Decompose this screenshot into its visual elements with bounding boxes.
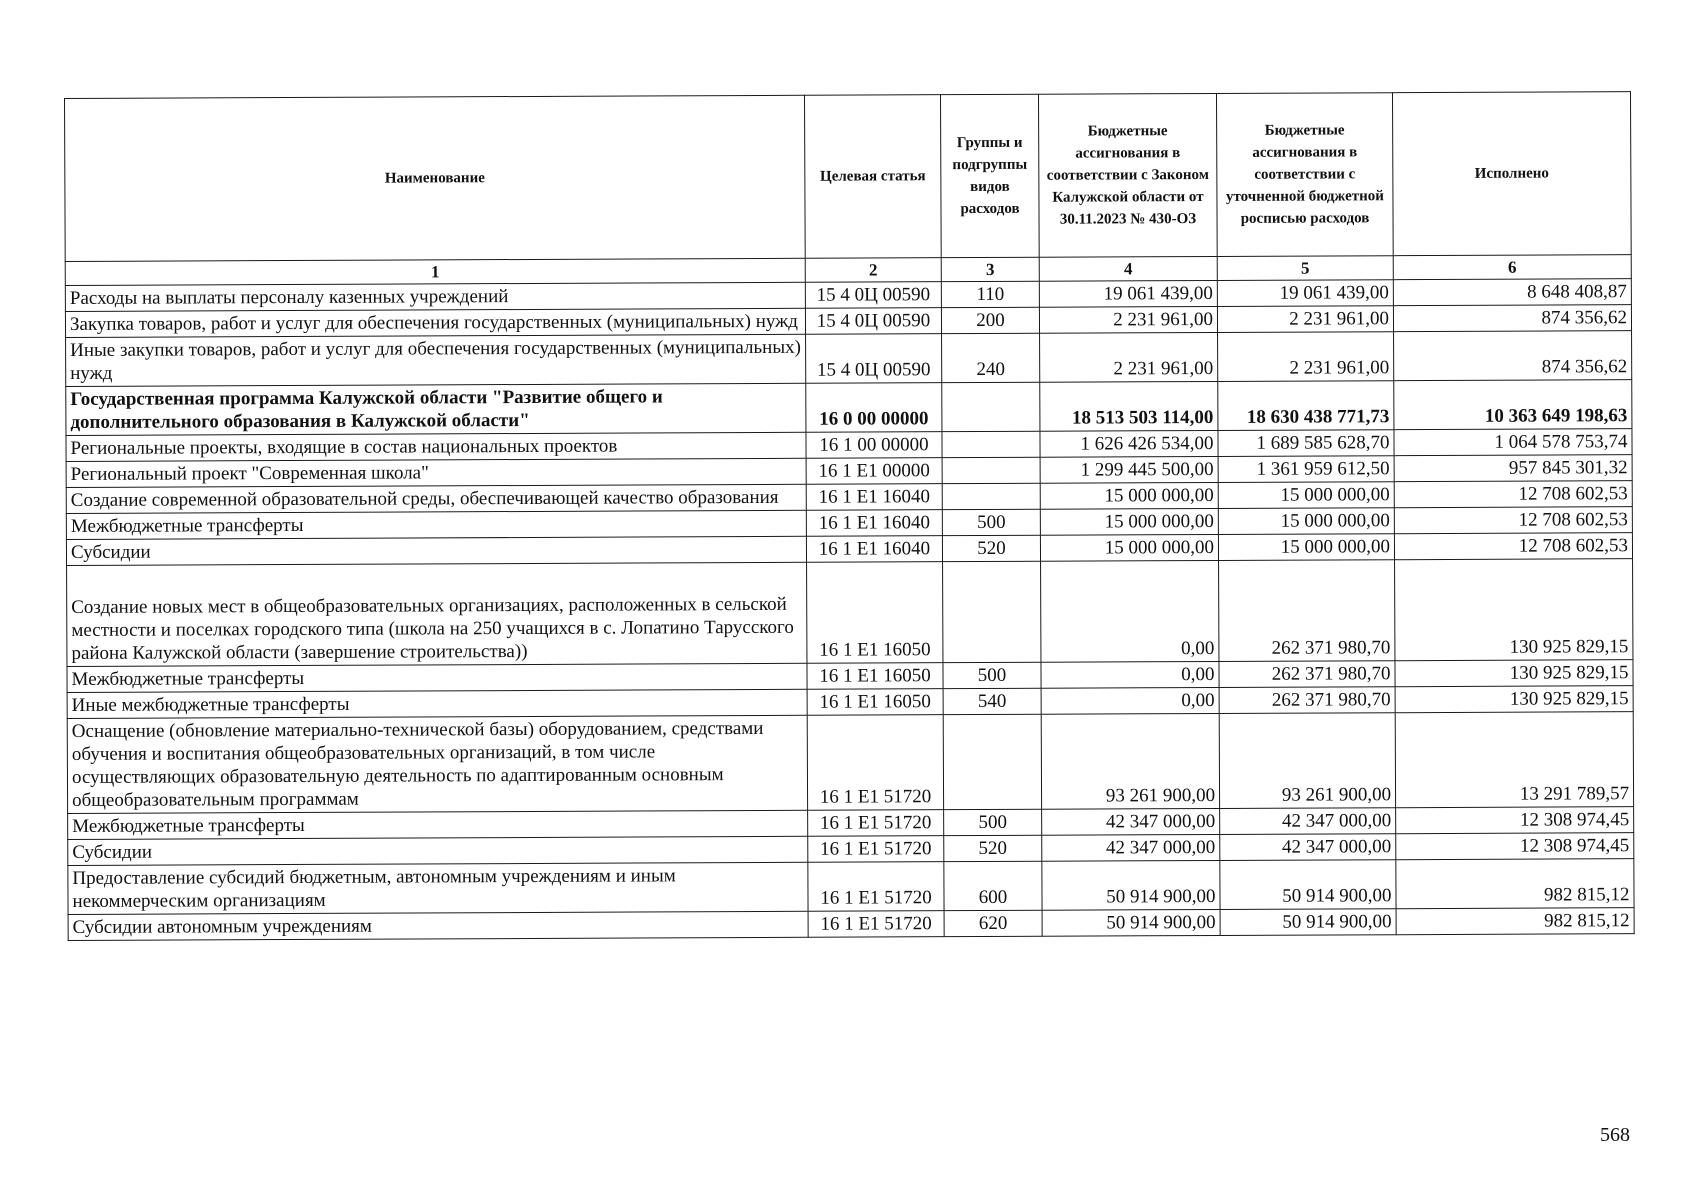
row-name: Субсидии [66,536,806,565]
row-executed-amount: 130 925 829,15 [1395,660,1633,687]
row-expense-group: 500 [944,809,1042,835]
row-revised-amount: 2 231 961,00 [1218,332,1394,382]
row-name: Субсидии автономным учреждениям [68,911,808,940]
row-expense-group [943,561,1041,662]
row-revised-amount: 50 914 900,00 [1220,909,1396,936]
table-row [66,331,1632,387]
row-revised-amount: 15 000 000,00 [1218,482,1394,509]
row-revised-amount: 15 000 000,00 [1218,534,1394,561]
row-target-article: 16 1 E1 51720 [808,836,944,863]
row-revised-amount: 2 231 961,00 [1217,306,1393,333]
row-name: Государственная программа Калужской области "Развитие общего и дополнительного образования в Калужской области" [66,383,806,435]
row-expense-group [942,457,1040,483]
row-name: Межбюджетные трансферты [67,663,807,692]
table-body [65,279,1634,941]
row-target-article: 16 1 E1 16050 [807,663,943,690]
table-row [68,859,1634,915]
row-revised-amount: 262 371 980,70 [1219,661,1395,688]
row-target-article: 16 1 E1 00000 [806,458,942,485]
row-expense-group [942,382,1040,431]
header-name: Наименование [65,95,806,261]
row-expense-group [943,714,1041,809]
row-target-article: 16 1 E1 51720 [808,911,944,938]
row-target-article: 15 4 0Ц 00590 [805,282,941,309]
row-law-amount: 15 000 000,00 [1040,508,1218,535]
column-number: 5 [1217,256,1393,281]
row-revised-amount: 262 371 980,70 [1219,687,1395,714]
row-executed-amount: 130 925 829,15 [1395,559,1633,661]
header-revised-allocations: Бюджетные ассигнования в соответствии с уточненной бюджетной росписью расходов [1216,93,1393,257]
row-law-amount: 2 231 961,00 [1040,332,1218,382]
row-law-amount: 1 299 445 500,00 [1040,456,1218,483]
row-law-amount: 0,00 [1041,661,1219,688]
row-target-article: 16 0 00 00000 [806,383,942,433]
table-row-program [66,380,1632,436]
row-expense-group: 520 [942,535,1040,561]
row-target-article: 16 1 E1 16050 [807,689,943,716]
row-executed-amount: 874 356,62 [1393,305,1631,332]
row-law-amount: 50 914 900,00 [1042,909,1220,936]
row-executed-amount: 8 648 408,87 [1393,279,1631,306]
table-header [65,92,1632,286]
row-expense-group [942,483,1040,509]
row-law-amount: 15 000 000,00 [1040,482,1218,509]
column-number: 4 [1039,256,1217,281]
row-executed-amount: 130 925 829,15 [1395,686,1633,713]
row-expense-group: 240 [942,333,1040,382]
row-target-article: 16 1 E1 16050 [807,562,943,664]
row-target-article: 16 1 E1 51720 [807,715,943,811]
row-executed-amount: 957 845 301,32 [1394,455,1632,482]
row-law-amount: 0,00 [1041,560,1219,662]
row-revised-amount: 42 347 000,00 [1220,834,1396,861]
row-revised-amount: 1 361 959 612,50 [1218,456,1394,483]
row-law-amount: 18 513 503 114,00 [1040,381,1218,431]
row-revised-amount: 19 061 439,00 [1217,280,1393,307]
row-name: Региональный проект "Современная школа" [66,458,806,487]
row-name: Межбюджетные трансферты [68,810,808,839]
page-number: 568 [1600,1124,1630,1146]
row-law-amount: 50 914 900,00 [1042,860,1220,910]
row-expense-group: 620 [944,910,1042,936]
row-executed-amount: 1 064 578 753,74 [1394,429,1632,456]
row-expense-group [942,431,1040,457]
row-revised-amount: 50 914 900,00 [1220,860,1396,910]
row-target-article: 15 4 0Ц 00590 [805,308,941,335]
column-number: 6 [1393,255,1631,280]
header-expense-groups: Группы и подгруппы видов расходов [940,94,1039,257]
row-name: Региональные проекты, входящие в состав национальных проектов [66,432,806,461]
row-law-amount: 42 347 000,00 [1042,808,1220,835]
budget-table [64,91,1635,941]
row-name: Закупка товаров, работ и услуг для обеспечения государственных (муниципальных) нужд [65,308,805,337]
row-executed-amount: 12 708 602,53 [1394,481,1632,508]
row-expense-group: 500 [942,509,1040,535]
header-target-article: Целевая статья [804,95,941,259]
row-expense-group: 110 [941,281,1039,307]
row-executed-amount: 982 815,12 [1396,908,1634,935]
row-name: Оснащение (обновление материально-технической базы) оборудованием, средствами обучения и воспитания общеобразовательных организаций, в том числе осуществляющих образовательную деятельность по адаптированным основным общеобразовательным программам [67,715,807,813]
row-target-article: 16 1 E1 16040 [806,484,942,511]
column-number: 3 [941,257,1039,281]
row-target-article: 16 1 00 00000 [806,432,942,459]
row-revised-amount: 262 371 980,70 [1219,560,1395,662]
document-sheet [64,91,1634,941]
table-row [68,908,1634,941]
header-row [65,92,1632,262]
row-executed-amount: 12 708 602,53 [1394,533,1632,560]
row-expense-group: 600 [944,861,1042,910]
row-target-article: 15 4 0Ц 00590 [806,334,942,384]
row-name: Создание современной образовательной среды, обеспечивающей качество образования [66,484,806,513]
row-executed-amount: 13 291 789,57 [1395,712,1633,808]
header-law-allocations: Бюджетные ассигнования в соответствии с Законом Калужской области от 30.11.2023 № 430-ОЗ [1038,93,1217,257]
header-executed: Исполнено [1392,92,1631,256]
row-law-amount: 93 261 900,00 [1041,713,1219,809]
row-executed-amount: 12 708 602,53 [1394,507,1632,534]
table-row [67,559,1633,667]
row-revised-amount: 15 000 000,00 [1218,508,1394,535]
row-target-article: 16 1 E1 16040 [806,536,942,563]
row-name: Иные закупки товаров, работ и услуг для обеспечения государственных (муниципальных) нужд [66,334,806,386]
row-name: Межбюджетные трансферты [66,510,806,539]
column-number: 1 [65,258,805,285]
row-executed-amount: 12 308 974,45 [1396,833,1634,860]
row-target-article: 16 1 E1 51720 [808,862,944,912]
row-law-amount: 15 000 000,00 [1040,534,1218,561]
row-executed-amount: 874 356,62 [1394,331,1632,381]
row-law-amount: 1 626 426 534,00 [1040,430,1218,457]
row-law-amount: 42 347 000,00 [1042,834,1220,861]
row-executed-amount: 12 308 974,45 [1396,807,1634,834]
row-expense-group: 540 [943,688,1041,714]
row-target-article: 16 1 E1 16040 [806,510,942,537]
row-revised-amount: 93 261 900,00 [1219,713,1395,809]
row-executed-amount: 982 815,12 [1396,859,1634,909]
row-executed-amount: 10 363 649 198,63 [1394,380,1632,430]
row-name: Иные межбюджетные трансферты [67,689,807,718]
row-expense-group: 500 [943,662,1041,688]
row-target-article: 16 1 E1 51720 [808,810,944,837]
table-row [67,712,1633,814]
row-expense-group: 200 [941,307,1039,333]
row-expense-group: 520 [944,835,1042,861]
row-name: Создание новых мест в общеобразовательных организациях, расположенных в сельской местности и поселках городского типа (школа на 250 учащихся в с. Лопатино Тарусского района Калужской области (завершение строительства)) [67,562,807,666]
column-number: 2 [805,258,941,283]
row-law-amount: 2 231 961,00 [1039,306,1217,333]
row-name: Расходы на выплаты персоналу казенных учреждений [65,282,805,311]
row-revised-amount: 1 689 585 628,70 [1218,430,1394,457]
row-law-amount: 0,00 [1041,687,1219,714]
row-revised-amount: 18 630 438 771,73 [1218,381,1394,431]
row-name: Предоставление субсидий бюджетным, автономным учреждениям и иным некоммерческим организациям [68,862,808,914]
row-name: Субсидии [68,836,808,865]
row-revised-amount: 42 347 000,00 [1220,808,1396,835]
row-law-amount: 19 061 439,00 [1039,280,1217,307]
